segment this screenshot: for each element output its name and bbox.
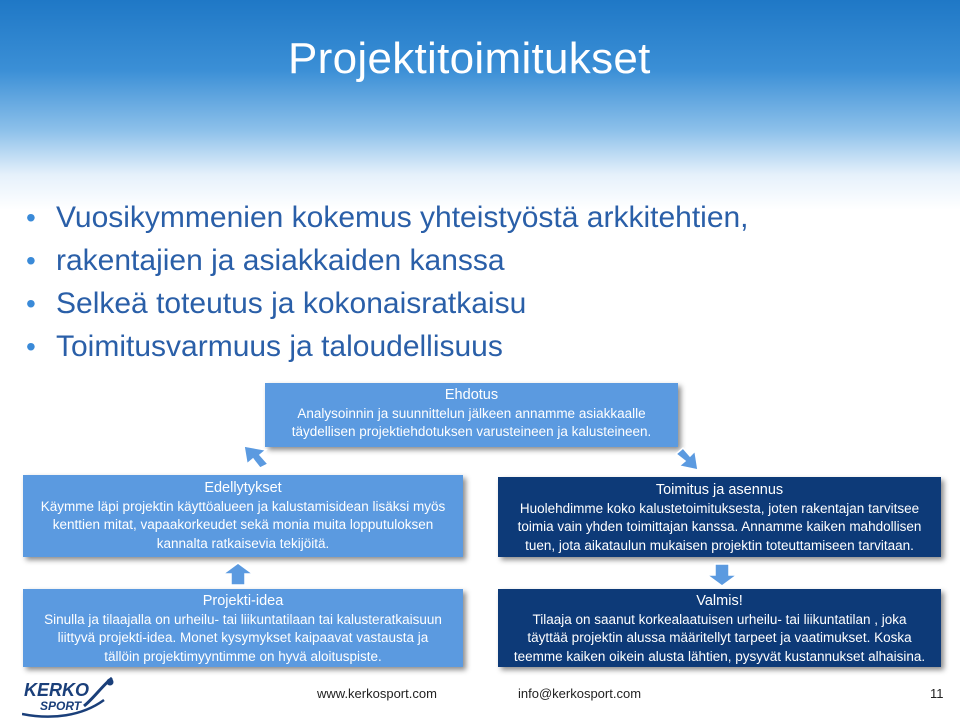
projekti-idea-text-line: tällöin projektimyyntimme on hyvä aloituspiste. — [104, 648, 382, 664]
ehdotus-text-line: täydellisen projektiehdotuksen varusteineen ja kalusteineen. — [291, 424, 652, 439]
slide-title: Projektitoimitukset — [288, 34, 651, 83]
valmis-box — [498, 589, 941, 667]
valmis-text-line: teemme kaiken oikein alusta lähtien, pysyvät kustannukset alhaisina. — [513, 648, 926, 664]
arrow-down-icon — [706, 563, 738, 587]
projekti-idea-text-line: liittyvä projekti-idea. Monet kysymykset kaipaavat vastausta ja — [57, 630, 429, 645]
bullet-list — [26, 196, 926, 368]
logo-text-top: KERKO — [24, 680, 90, 700]
toimitus-heading: Toimitus ja asennus — [655, 482, 784, 498]
projekti-idea-text-line: Sinulla ja tilaajalla on urheilu- tai liikuntatilaan tai kalusteratkaisuun — [44, 611, 442, 627]
arrow-down-right-icon — [674, 446, 702, 472]
footer-email-link[interactable]: info@kerkosport.com — [518, 686, 642, 701]
bullet-item: • Toimitusvarmuus ja taloudellisuus — [26, 325, 926, 368]
edellytykset-box — [23, 475, 463, 557]
bullet-item-continued — [26, 239, 926, 282]
ehdotus-text-line: Analysoinnin ja suunnittelun jälkeen annamme asiakkaalle — [297, 405, 646, 421]
ehdotus-heading: Ehdotus — [444, 387, 499, 403]
toimitus-text-line: toimia vain yhden toimittajan kanssa. Annamme kaiken mahdollisen — [517, 519, 922, 534]
ehdotus-box — [265, 383, 678, 447]
kerko-sport-logo — [22, 676, 118, 724]
page-number: 11 — [930, 686, 944, 701]
bullet-item: • Vuosikymmenien kokemus yhteistyöstä arkkitehtien, — [26, 196, 926, 239]
edellytykset-text-line: kannalta ratkaisevia tekijöitä. — [156, 535, 330, 551]
footer-website-link[interactable]: www.kerkosport.com — [317, 686, 437, 701]
arrow-up-right-icon — [242, 444, 270, 470]
edellytykset-heading: Edellytykset — [204, 480, 282, 496]
toimitus-text-line: Huolehdimme koko kalustetoimituksesta, joten rakentajan tarvitsee — [519, 500, 920, 516]
edellytykset-text-line: Käymme läpi projektin käyttöalueen ja kalustamisidean lisäksi myös — [40, 498, 446, 514]
projekti-idea-box — [23, 589, 463, 667]
valmis-text-line: täyttää projektin alussa määritellyt tarpeet ja vaatimukset. Koska — [527, 630, 912, 645]
toimitus-text-line: tuen, jota aikataulun mukaisen projektin toteuttamiseen tarvitaan. — [525, 537, 914, 553]
arrow-up-icon — [222, 562, 254, 586]
edellytykset-text-line: kenttien mitat, vapaakorkeudet sekä monia muita lopputuloksen — [52, 517, 434, 532]
bullet-continuation-text: rakentajien ja asiakkaiden kanssa — [56, 244, 505, 277]
projekti-idea-heading: Projekti-idea — [202, 593, 284, 609]
bullet-item: • Selkeä toteutus ja kokonaisratkaisu — [26, 282, 926, 325]
valmis-heading: Valmis! — [696, 593, 743, 609]
valmis-text-line: Tilaaja on saanut korkealaatuisen urheilu- tai liikuntatilan , joka — [532, 611, 907, 627]
toimitus-box — [498, 477, 941, 557]
logo-text-bottom: SPORT — [40, 699, 82, 713]
